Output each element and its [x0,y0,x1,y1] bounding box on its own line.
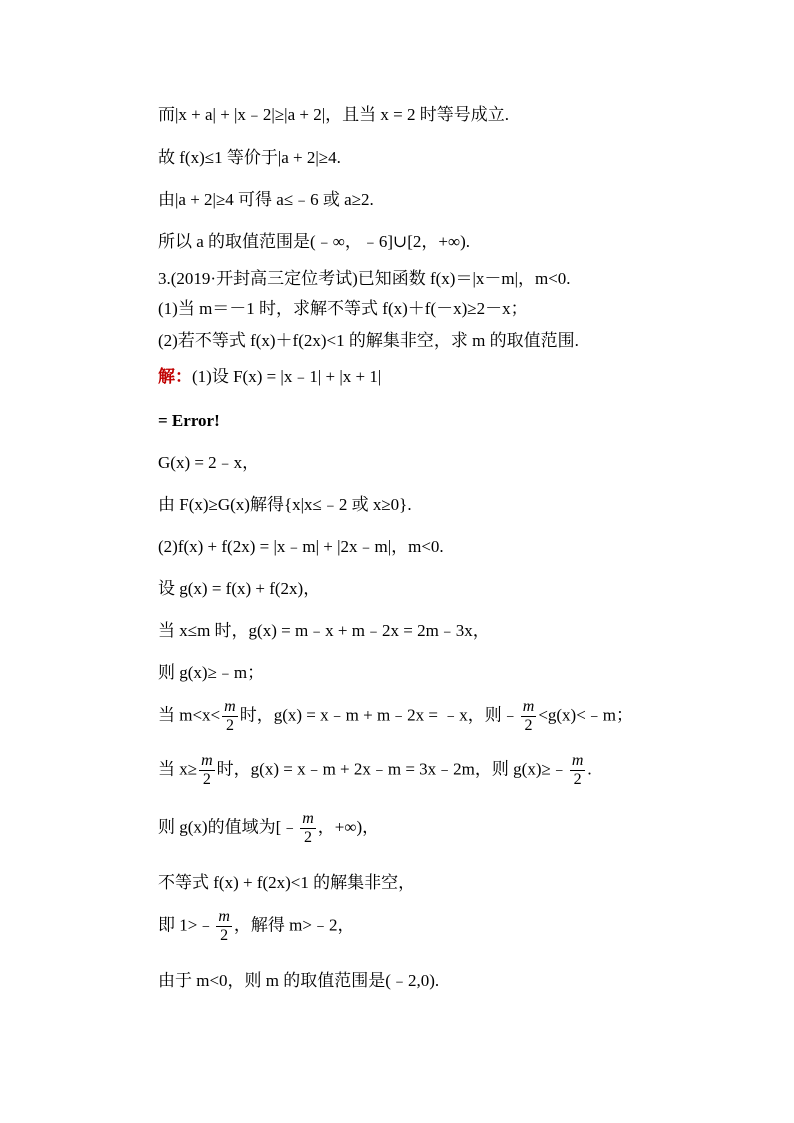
text-line: 设 g(x) = f(x) + f(2x)， [158,579,321,598]
fraction-denominator: 2 [220,927,229,944]
fraction-denominator: 2 [304,829,313,846]
fraction [300,810,316,847]
fraction-line [158,752,592,789]
text-segment: 当 x≥ [158,759,198,779]
fraction-line [158,810,379,847]
fraction-denominator: 2 [524,717,533,734]
text-line: 则 g(x)≥﹣m； [158,663,265,682]
text-segment: 当 m<x< [158,705,221,725]
fraction-denominator: 2 [573,771,582,788]
text-segment: 时，g(x) = x﹣m + 2x﹣m = 3x﹣2m，则 g(x)≥﹣ [216,759,568,779]
fraction [570,752,586,789]
fraction-numerator: m [224,698,236,715]
solution-text: (1)设 F(x) = |x﹣1| + |x + 1| [192,367,382,386]
text-line: 所以 a 的取值范围是(﹣∞，﹣6]∪[2，+∞). [158,232,471,251]
fraction-numerator: m [571,752,584,769]
solution-start [158,366,381,388]
fraction-denominator: 2 [202,771,211,788]
text-segment: 即 1>﹣ [158,915,215,935]
solution-label: 解： [158,367,192,386]
text-line: 当 x≤m 时，g(x) = m﹣x + m﹣2x = 2m﹣3x， [158,621,490,640]
fraction-denominator: 2 [225,717,234,734]
text-segment: ，+∞)， [317,817,380,837]
fraction-line [158,908,354,945]
fraction-numerator: m [218,908,230,925]
text-line: 故 f(x)≤1 等价于|a + 2|≥4. [158,148,341,167]
error-line: = Error! [158,411,220,430]
text-line: 由|a + 2|≥4 可得 a≤﹣6 或 a≥2. [158,190,374,209]
fraction-numerator: m [302,810,314,827]
problem-part-2: (2)若不等式 f(x)＋f(2x)<1 的解集非空，求 m 的取值范围. [158,331,579,350]
text-segment: <g(x)<﹣m； [538,705,634,725]
problem-title: 3.(2019·开封高三定位考试)已知函数 f(x)＝|x－m|，m<0. [158,269,571,288]
text-line: 由 F(x)≥G(x)解得{x|x≤﹣2 或 x≥0}. [158,495,412,514]
fraction-numerator: m [201,752,213,769]
fraction [521,698,537,735]
text-segment: 时，g(x) = x﹣m + m﹣2x = ﹣x，则﹣ [239,705,519,725]
text-line: (2)f(x) + f(2x) = |x﹣m| + |2x﹣m|，m<0. [158,537,444,556]
text-line: G(x) = 2﹣x， [158,453,260,472]
text-segment: 则 g(x)的值域为[﹣ [158,817,299,837]
fraction [216,908,232,945]
fraction-line [158,698,633,735]
text-segment: ，解得 m>﹣2， [233,915,355,935]
fraction [222,698,238,735]
fraction-numerator: m [522,698,535,715]
text-line: 不等式 f(x) + f(2x)<1 的解集非空， [158,873,416,892]
text-segment: . [587,759,592,779]
text-line: 而|x + a| + |x﹣2|≥|a + 2|，且当 x = 2 时等号成立. [158,105,509,124]
text-line: 由于 m<0，则 m 的取值范围是(﹣2,0). [158,971,440,990]
fraction [199,752,215,789]
problem-part-1: (1)当 m＝－1 时，求解不等式 f(x)＋f(－x)≥2－x； [158,299,528,318]
